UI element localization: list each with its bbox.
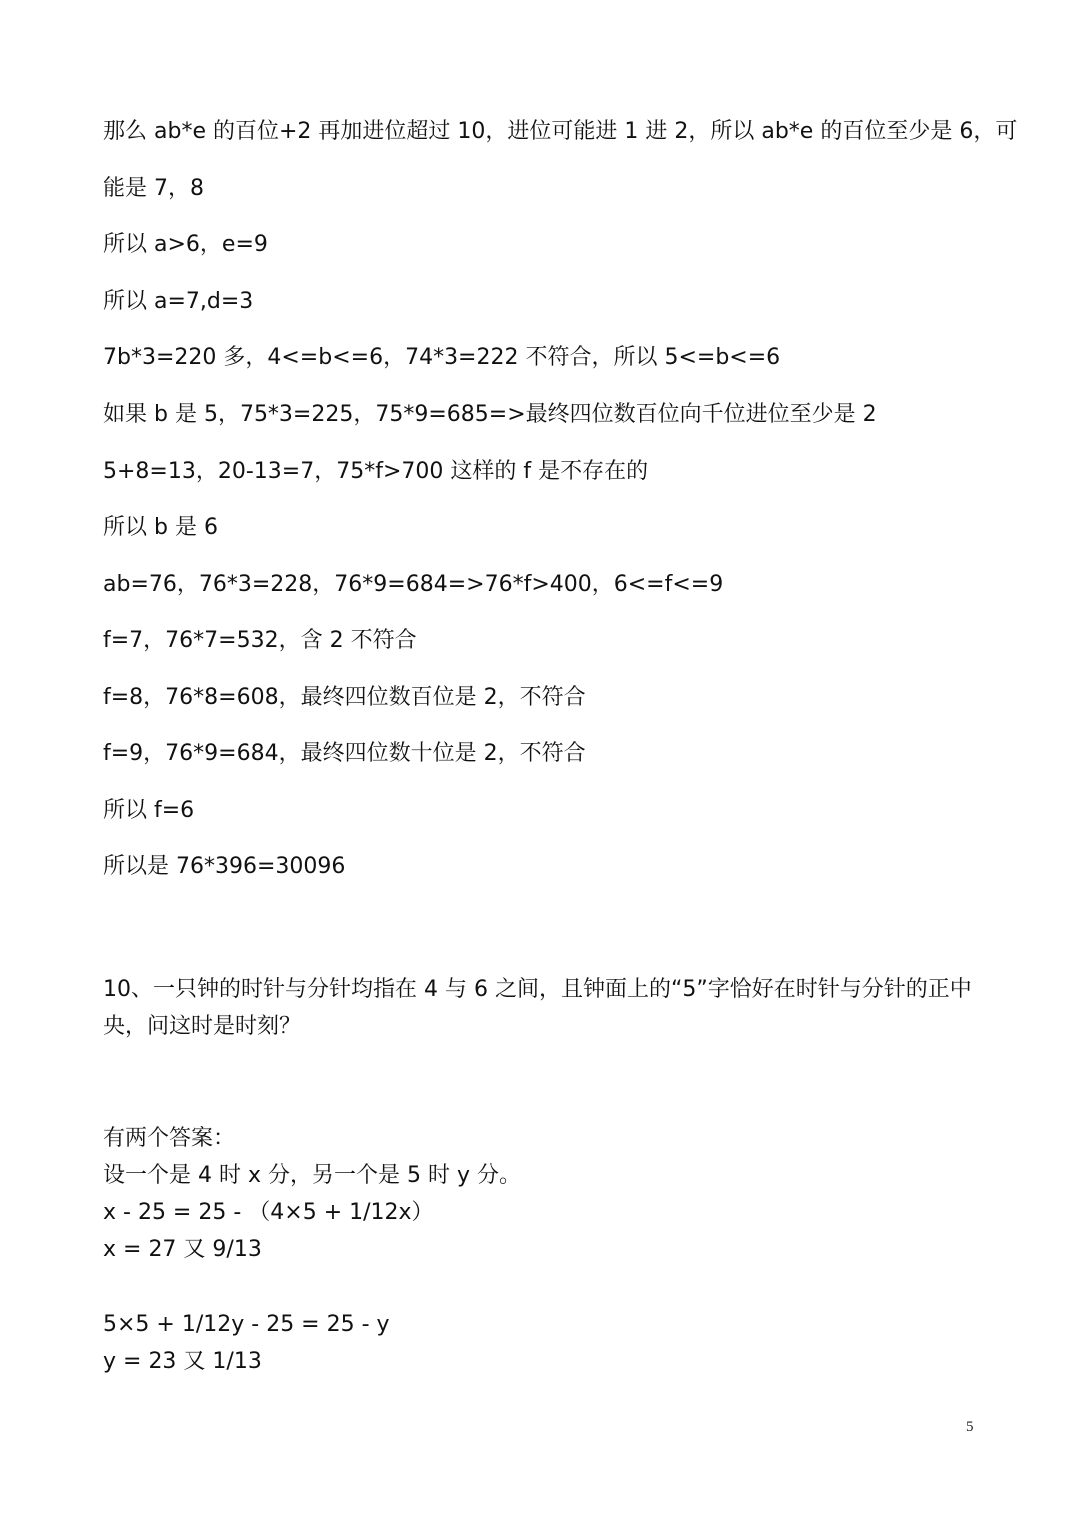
- answer-10-line-3: x - 25 = 25 - （4×5 + 1/12x）: [103, 1200, 434, 1225]
- solution-line-12: f=9，76*9=684，最终四位数十位是 2，不符合: [103, 741, 586, 766]
- answer-10-line-2: 设一个是 4 时 x 分，另一个是 5 时 y 分。: [103, 1163, 521, 1188]
- question-10-line-2: 央，问这时是时刻？: [103, 1014, 302, 1039]
- answer-10-line-4: x = 27 又 9/13: [103, 1237, 262, 1262]
- solution-line-3: 所以 a>6，e=9: [103, 232, 268, 257]
- solution-line-8: 所以 b 是 6: [103, 515, 218, 540]
- solution-line-1: 那么 ab*e 的百位+2 再加进位超过 10，进位可能进 1 进 2，所以 ab*e 的百位至少是 6，可: [103, 119, 1018, 144]
- solution-line-4: 所以 a=7,d=3: [103, 289, 254, 314]
- page-number: 5: [966, 1419, 974, 1435]
- solution-line-9: ab=76，76*3=228，76*9=684=>76*f>400，6<=f<=9: [103, 572, 724, 597]
- solution-line-6: 如果 b 是 5，75*3=225，75*9=685=>最终四位数百位向千位进位至少是 2: [103, 402, 877, 427]
- solution-line-10: f=7，76*7=532，含 2 不符合: [103, 628, 417, 653]
- solution-line-2: 能是 7，8: [103, 176, 204, 201]
- solution-line-5: 7b*3=220 多，4<=b<=6，74*3=222 不符合，所以 5<=b<=6: [103, 345, 781, 370]
- solution-line-11: f=8，76*8=608，最终四位数百位是 2，不符合: [103, 685, 586, 710]
- answer-10-line-1: 有两个答案：: [103, 1126, 236, 1151]
- answer-10-line-6: y = 23 又 1/13: [103, 1349, 262, 1374]
- question-10-line-1: 10、一只钟的时针与分针均指在 4 与 6 之间，且钟面上的“5”字恰好在时针与分针的正中: [103, 977, 972, 1002]
- solution-line-13: 所以 f=6: [103, 798, 195, 823]
- solution-line-7: 5+8=13，20-13=7，75*f>700 这样的 f 是不存在的: [103, 459, 649, 484]
- answer-10-line-5: 5×5 + 1/12y - 25 = 25 - y: [103, 1312, 390, 1337]
- solution-line-14: 所以是 76*396=30096: [103, 854, 346, 879]
